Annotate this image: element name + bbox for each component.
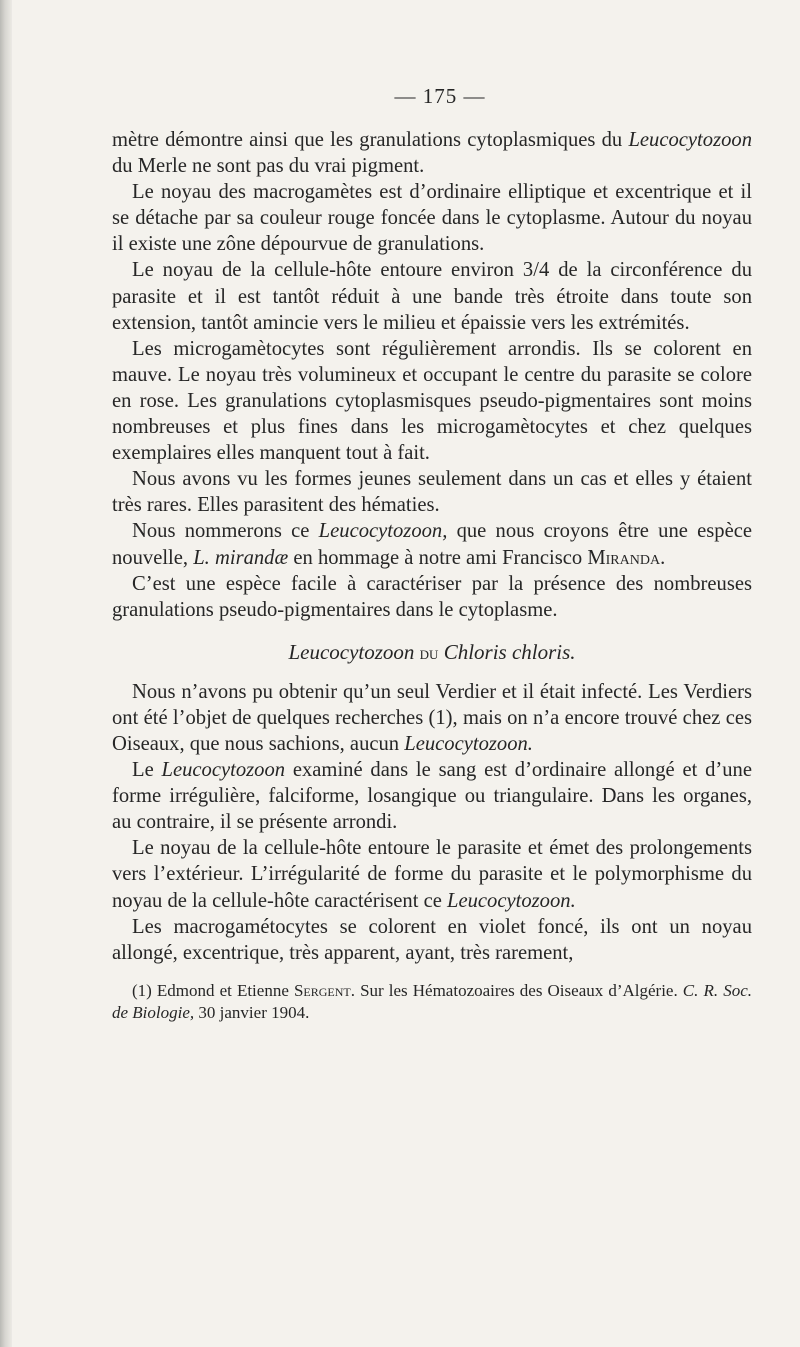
- page-binding-edge: [0, 0, 12, 1347]
- page-number: — 175 —: [394, 84, 486, 108]
- body-text: [112, 127, 752, 1024]
- paragraph-5: Nous avons vu les formes jeunes seulement dans un cas et elles y étaient très rares. Elles parasitent des hématies.: [112, 468, 752, 517]
- italic-run: Leucocytozoon.: [404, 732, 533, 755]
- text-run: mètre démontre ainsi que les granulations cytoplasmiques du: [112, 129, 629, 151]
- text-run: (1) Edmond et Etienne: [132, 980, 294, 1000]
- paragraph-11: Les macrogamétocytes se colorent en violet foncé, ils ont un noyau allongé, excentrique, très apparent, ayant, très rarement,: [112, 915, 752, 964]
- paragraph-4: Les microgamètocytes sont régulièrement arrondis. Ils se colorent en mauve. Le noyau très volumineux et occupant le centre du parasite se colore en rose. Les granulations cytoplasmisques pseudo-pigmentaires sont moins nombreuses et plus fines dans les microgamètocytes et chez quelques exemplaires elles manquent tout à fait.: [112, 337, 752, 465]
- footnote: [112, 980, 752, 1024]
- paragraph-1: [112, 127, 752, 179]
- text-run: Nous nommerons ce: [132, 520, 319, 543]
- italic-run: Leucocytozoon: [161, 759, 286, 782]
- section-heading: [112, 637, 752, 668]
- italic-run: C. R. Soc. de Biologie,: [112, 980, 752, 1022]
- text-run: 30 janvier 1904.: [194, 1002, 310, 1022]
- text-run: du Merle ne sont pas du vrai pigment.: [112, 155, 425, 178]
- paragraph-8: [112, 679, 752, 757]
- text-run: Le: [132, 759, 162, 782]
- text-run: que nous croyons être une espèce nouvelle,: [112, 520, 752, 569]
- heading-genus: Leucocytozoon: [288, 639, 415, 664]
- italic-run: Leucocytozoon: [628, 129, 752, 151]
- heading-preposition: du: [419, 642, 439, 663]
- paragraph-2: Le noyau des macrogamètes est d’ordinaire elliptique et excentrique et il se détache par sa couleur rouge foncée dans le cytoplasme. Autour du noyau il existe une zône dépourvue de granulations.: [112, 181, 752, 256]
- smallcaps-run: Miranda.: [587, 546, 666, 569]
- paragraph-10: [112, 835, 752, 913]
- text-run: Sur les Hématozoaires des Oiseaux d’Algérie.: [355, 980, 683, 1000]
- italic-run: Leucocytozoon,: [318, 520, 448, 543]
- text-run: Nous n’avons pu obtenir qu’un seul Verdier et il était infecté. Les Verdiers ont été l’objet de quelques recherches (1), mais on n’a encore trouvé chez ces Oiseaux, que nous sachions, aucun: [112, 680, 752, 755]
- text-run: en hommage à notre ami Francisco: [288, 546, 588, 569]
- smallcaps-run: Sergent.: [293, 980, 355, 1000]
- text-run: Le noyau de la cellule-hôte entoure le parasite et émet des prolongements vers l’extérieur. L’irrégularité de forme du parasite et le polymorphisme du noyau de la cellule-hôte caractérisent ce: [112, 837, 752, 912]
- paragraph-7: C’est une espèce facile à caractériser par la présence des nombreuses granulations pseudo-pigmentaires dans le cytoplasme.: [112, 572, 752, 621]
- italic-run: Leucocytozoon.: [447, 889, 576, 912]
- heading-species: Chloris chloris.: [443, 639, 576, 664]
- paragraph-6: [112, 518, 752, 570]
- italic-run: L. mirandæ: [193, 546, 289, 569]
- text-run: examiné dans le sang est d’ordinaire allongé et d’une forme irrégulière, falciforme, losangique ou triangulaire. Dans les organes, au contraire, il se présente arrondi.: [112, 759, 752, 834]
- paragraph-3: Le noyau de la cellule-hôte entoure environ 3/4 de la circonférence du parasite et il est tantôt réduit à une bande très étroite dans toute son extension, tantôt amincie vers le milieu et épaissie vers les extrémités.: [112, 259, 752, 334]
- paragraph-9: [112, 757, 752, 835]
